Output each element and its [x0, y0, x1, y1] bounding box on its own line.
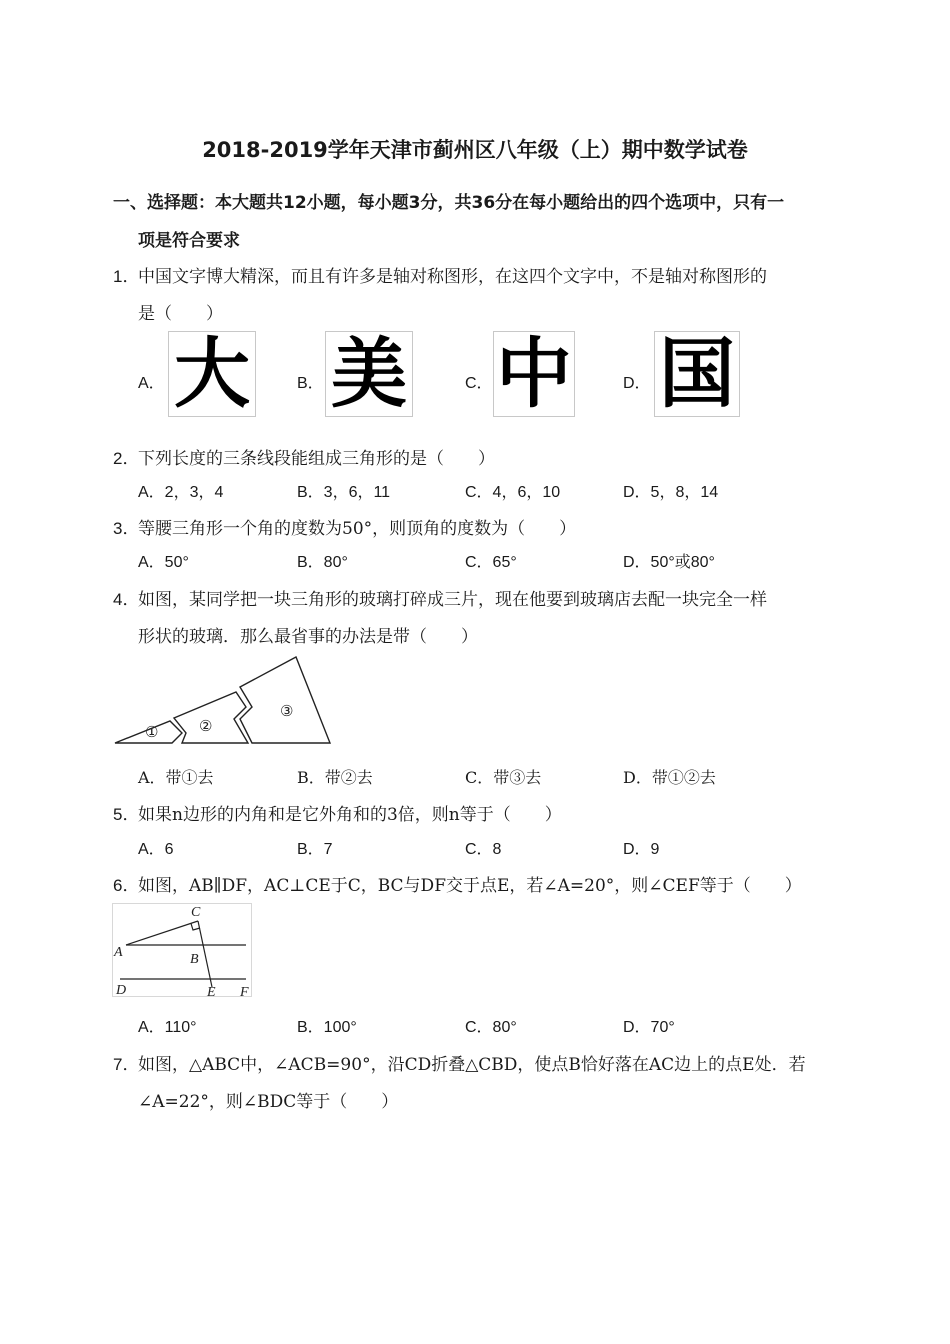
section-heading-line1: 一、选择题：本大题共12小题，每小题3分，共36分在每小题给出的四个选项中，只有一	[113, 193, 785, 213]
option-c: C．65°	[465, 554, 517, 571]
label-f: F	[240, 985, 249, 999]
question-text: 如果n边形的内角和是它外角和的3倍，则n等于（ ）	[138, 805, 562, 825]
option-a-image	[168, 331, 256, 417]
character-glyph: 美	[331, 331, 407, 417]
question-text: ∠A=22°，则∠BDC等于（ ）	[138, 1092, 399, 1112]
figure-label-1: ①	[145, 725, 159, 741]
label-a: A	[114, 945, 123, 960]
question-number: 4．	[113, 590, 140, 609]
option-b-image	[325, 331, 413, 417]
option-c: C．80°	[465, 1019, 517, 1036]
broken-glass-figure	[112, 655, 334, 747]
option-b: B．80°	[297, 554, 348, 571]
label-c: C	[191, 905, 201, 920]
option-d: D．9	[623, 841, 660, 858]
option-a: A．50°	[138, 554, 189, 571]
option-d: D．5，8，14	[623, 484, 719, 501]
question-text: 如图，△ABC中，∠ACB=90°，沿CD折叠△CBD，使点B恰好落在AC边上的点E处．若	[138, 1055, 806, 1075]
option-a-label: A．	[138, 375, 165, 392]
figure-label-3: ③	[280, 704, 294, 720]
question-number: 2．	[113, 449, 140, 468]
segment-ac	[126, 921, 198, 945]
option-a: A．110°	[138, 1019, 197, 1036]
question-text: 是（ ）	[138, 304, 223, 324]
option-a: A．2，3，4	[138, 484, 224, 501]
label-e: E	[207, 985, 216, 999]
option-a: A．6	[138, 841, 174, 858]
question-text: 中国文字博大精深，而且有许多是轴对称图形，在这四个文字中，不是轴对称图形的	[138, 267, 767, 287]
figure-label-2: ②	[199, 719, 213, 735]
character-glyph: 大	[174, 331, 250, 417]
option-c: C．带③去	[465, 768, 542, 787]
option-c: C．8	[465, 841, 502, 858]
option-d-image	[654, 331, 740, 417]
option-a: A．带①去	[138, 768, 214, 787]
question-number: 5．	[113, 805, 140, 824]
glass-piece-3	[240, 657, 330, 743]
glass-piece-2	[174, 692, 248, 743]
question-number: 1．	[113, 267, 140, 286]
label-b: B	[190, 952, 199, 967]
option-b: B．7	[297, 841, 333, 858]
question-text: 下列长度的三条线段能组成三角形的是（ ）	[138, 449, 495, 469]
label-d: D	[116, 983, 127, 998]
question-text: 形状的玻璃．那么最省事的办法是带（ ）	[138, 627, 478, 647]
section-heading-line2: 项是符合要求	[138, 231, 240, 251]
option-b: B．100°	[297, 1019, 357, 1036]
option-c-image	[493, 331, 575, 417]
question-number: 3．	[113, 519, 140, 538]
option-c-label: C．	[465, 375, 493, 392]
option-d-label: D．	[623, 375, 651, 392]
question-text: 如图，某同学把一块三角形的玻璃打碎成三片，现在他要到玻璃店去配一块完全一样	[138, 590, 767, 610]
character-glyph: 中	[496, 331, 572, 417]
question-text: 等腰三角形一个角的度数为50°，则顶角的度数为（ ）	[138, 519, 577, 539]
option-b-label: B．	[297, 375, 324, 392]
page-title: 2018-2019学年天津市蓟州区八年级（上）期中数学试卷	[202, 138, 748, 162]
parallel-lines-figure	[112, 903, 254, 999]
option-d: D．70°	[623, 1019, 675, 1036]
option-b: B．带②去	[297, 768, 373, 787]
segment-ce	[198, 921, 212, 987]
question-number: 7．	[113, 1055, 140, 1074]
question-text: 如图，AB∥DF，AC⊥CE于C，BC与DF交于点E，若∠A=20°，则∠CEF等于（ ）	[138, 876, 802, 896]
option-c: C．4，6，10	[465, 484, 561, 501]
option-d: D．带①②去	[623, 768, 716, 787]
option-d: D．50°或80°	[623, 554, 715, 571]
option-b: B．3，6，11	[297, 484, 391, 501]
character-glyph: 国	[659, 331, 735, 417]
question-number: 6．	[113, 876, 140, 895]
